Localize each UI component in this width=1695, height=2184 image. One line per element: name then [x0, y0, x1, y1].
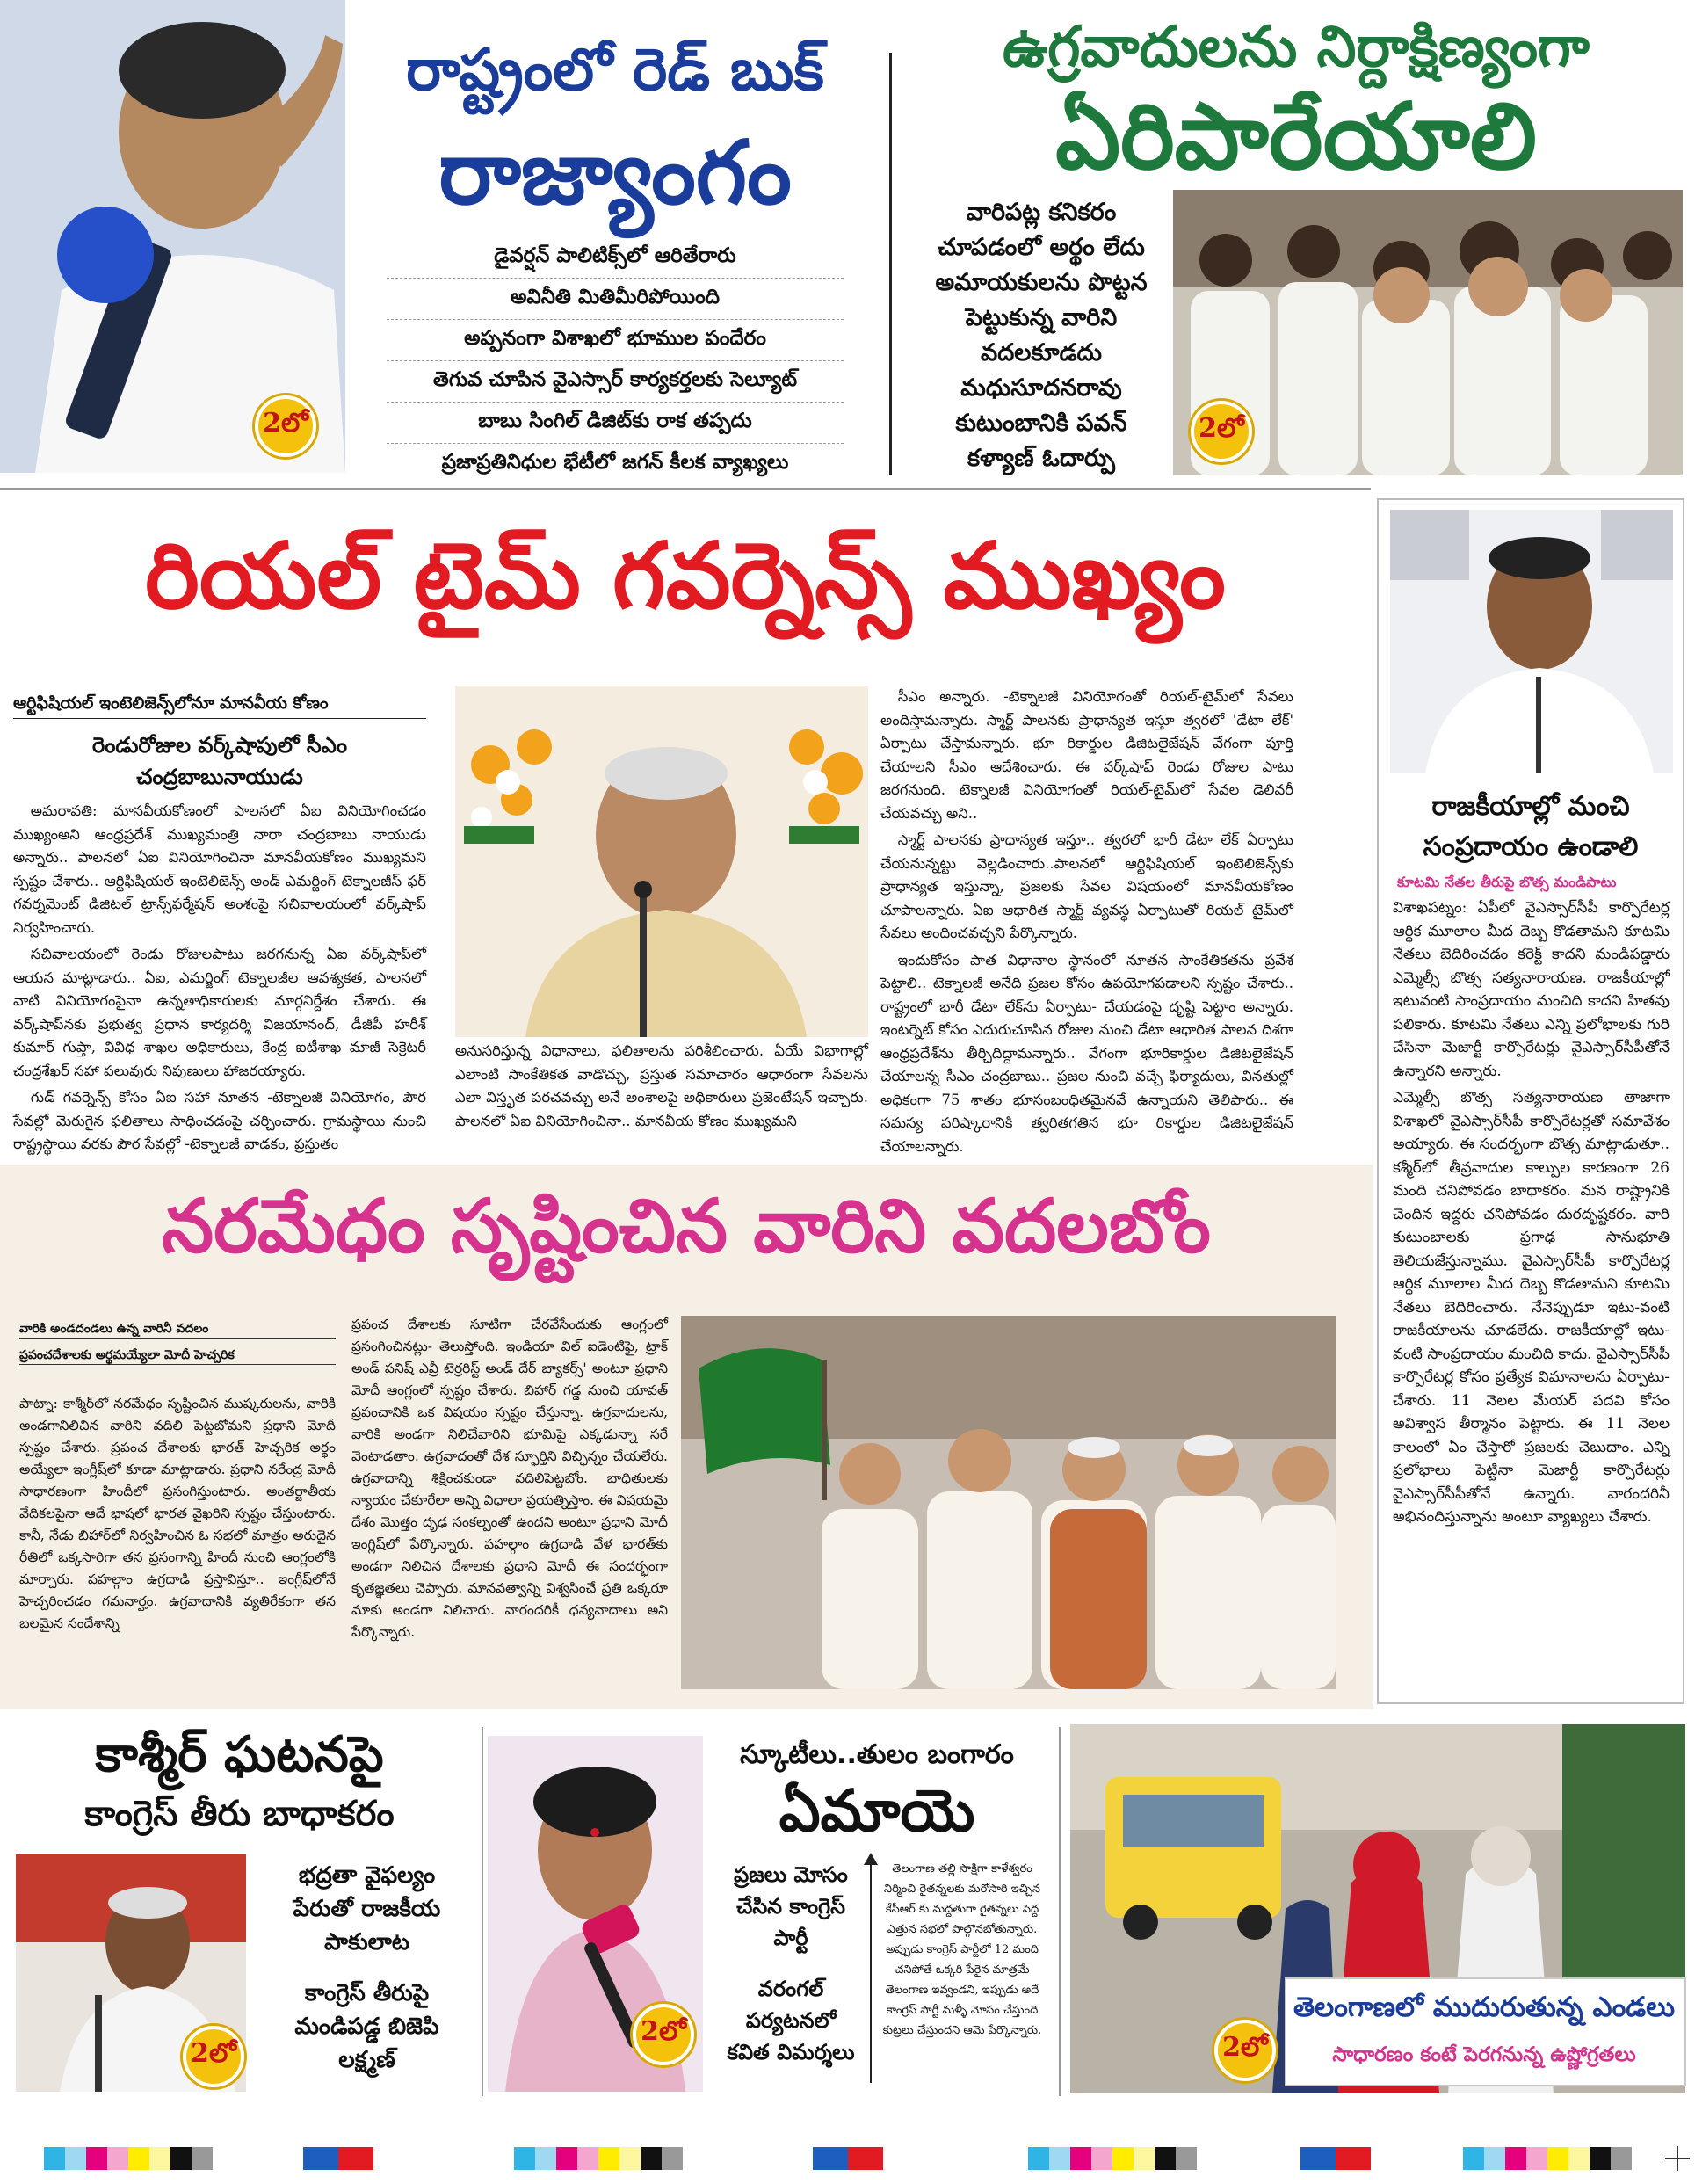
story6-headline-line1: కాశ్మీర్ ఘటనపై: [95, 1726, 384, 1783]
blurb-line: ప్రజలు మోసం: [734, 1862, 848, 1887]
story6-headline-line2: కాంగ్రెస్ తీరు బాధాకరం: [84, 1794, 395, 1834]
story1-headline-line1: రాష్ట్రంలో రెడ్ బుక్: [406, 36, 824, 104]
chandrababu-photo: [455, 686, 868, 1037]
blurb-line: అమాయకులను పొట్టన: [935, 269, 1148, 296]
story8-subheadline: సాధారణం కంటే పెరగనున్న ఉష్ణోగ్రతలు: [1332, 2043, 1636, 2066]
story6-blurb: [255, 1859, 479, 2077]
crop-mark-icon: [1677, 2146, 1678, 2171]
paragraph: అమరావతి: మానవీయకోణంలో పాలనలో ఏఐ వినియోగించడం ముఖ్యంఅని ఆంధ్రప్రదేశ్ ముఖ్యమంత్రి నారా చంద్రబాబు నాయుడు అన్నారు.. పాలనలో ఏఐ వినియోగించినా మానవీయకోణం ముఖ్యమని స్పష్టం చేశారు.. ఆర్టిఫిషియల్ ఇంటెలిజెన్స్ అండ్ ఎమర్జింగ్ టెక్నాలజీస్ ఫర్ గవర్నమెంట్ డిజిటల్ ట్రాన్స్‌ఫర్మేషన్ అంశంపై సచివాలయంలో వర్క్‌షాప్ నిర్వహించారు.: [13, 802, 426, 936]
paragraph: గుడ్ గవర్నెన్స్ కోసం ఏఐ సహా నూతన -టెక్నాలజీ వినియోగం, పౌర సేవల్లో మెరుగైన ఫలితాలు సాధించడంపై చర్చించారు. గ్రామస్థాయి నుంచి రాష్ట్రస్థాయి వరకు పౌర సేవల్లో -టెక్నాలజీ వాడకం, ప్రస్తుతం: [13, 1089, 426, 1152]
kavitha-photo: [488, 1736, 703, 2092]
paragraph: సీఎం అన్నారు. -టెక్నాలజీ వినియోగంతో రియల్-టైమ్‌లో సేవలు అందిస్తామన్నారు. స్మార్ట్ పాలనకు ప్రాధాన్యత ఇస్తూ త్వరలో 'డేటా లేక్' ఏర్పాటు చేస్తామన్నారు. భూ రికార్డుల డిజిటలైజేషన్ వేగంగా పూర్తి చేయాలని సీఎం ఆదేశించారు. ఈ వర్క్‌షాప్ రెండు రోజుల పాటు జరగనుంది. టెక్నాలజీ వినియోగంతో రియల్-టైమ్‌లో సేవల డెలివరీ చేయవచ్చు అని..: [880, 688, 1293, 822]
story1-subpoint: అప్పనంగా విశాఖలో భూముల పందేరం: [387, 320, 844, 361]
blurb-line: పెట్టుకున్న వారిని: [965, 304, 1118, 331]
paragraph: విశాఖపట్నం: ఏపీలో వైఎస్సార్‌సీపీ కార్పొరేటర్ల ఆర్థిక మూలాల మీద దెబ్బ కొడతామని కూటమి నేతలు బెదిరించడం కరెక్ట్ కాదని మండిపడ్డారు ఎమ్మెల్సీ బొత్స సత్యనారాయణ. రాజకీయాల్లో ఇటువంటి సాంప్రదాయం మంచిది కాదని హితవు పలికారు. కూటమి నేతలు ఎన్ని ప్రలోభాలకు గురి చేసినా మెజార్టీ కార్పొరేటర్లు వైఎస్సార్‌సీపీతోనే ఉన్నారని అన్నారు.: [1393, 899, 1670, 1080]
story1-subpoint: డైవర్షన్ పాలిటిక్స్‌లో ఆరితేరారు: [387, 237, 844, 279]
blurb-line: కుటుంబానికి పవన్: [955, 410, 1127, 437]
story7-side-text: తెలంగాణ తల్లి సాక్షిగా కాళేశ్వరం నిర్మించి రైతన్నలకు మరోసారి ఇచ్చిన కేసీఆర్ కు మద్దతుగా రైతన్నలు పెద్ద ఎత్తున సభలో పాల్గొనబోతున్నారు. అప్పుడు కాంగ్రెస్ పార్టీలో 12 మంది చనిపోతే ఒక్కరి పేరైన మాత్రమే తెలంగాణ ఇవ్వండని, ఇప్పుడు అదే కాంగ్రెస్ పార్టీ మళ్ళీ మోసం చేస్తుంది కుట్రలు చేస్తుందని ఆమె పేర్కొన్నారు.: [882, 1862, 1042, 2037]
story4-headline: [1381, 787, 1680, 867]
story1-subpoint: ప్రజాప్రతినిధుల భేటీలో జగన్ కీలక వ్యాఖ్యలు: [441, 451, 789, 474]
color-registration-pill: [813, 2147, 883, 2170]
paragraph: పాట్నా: కాశ్మీర్‌లో నరమేధం సృష్టించిన ముష్కరులను, వారికి అండగానిలిచిన వారిని వదిలి పెట్టబోమని ప్రధాని మోదీ స్పష్టం చేశారు. ప్రపంచ దేశాలకు భారత్ హెచ్చరిక అర్థం అయ్యేలా ఇంగ్లీష్‌లో కూడా మాట్లాడారు. ప్రధాని నరేంద్ర మోదీ సాధారణంగా హిందీలో ప్రసంగిస్తుంటారు. అంతర్జాతీయ వేదికలపైనా ఆదే భాషలో భారత వైఖరిని స్పష్టం చేస్తుంటారు. కానీ, నేడు బిహార్‌లో నిర్వహించిన ఓ సభలో మాత్రం అరుదైన రీతిలో ఒక్కసారిగా తన ప్రసంగాన్ని హిందీ నుంచి ఆంగ్లంలోకి మార్చారు. పహల్గాం ఉగ్రదాడి ప్రస్తావిస్తూ.. ఇంగ్లీష్‌లోనే హెచ్చరించడం గమనార్హం. ఉగ్రవాదానికి వ్యతిరేకంగా తన బలమైన సందేశాన్ని: [19, 1396, 336, 1631]
column-divider: [1059, 1727, 1061, 2096]
color-registration-strip: [1463, 2147, 1632, 2170]
blurb-line: పార్టీ: [773, 1926, 808, 1950]
top-section-rule: [0, 488, 1371, 490]
color-registration-strip: [1028, 2147, 1197, 2170]
blurb-line: పేరుతో రాజకీయ: [293, 1896, 441, 1922]
story8-headline: తెలంగాణలో ముదురుతున్న ఎండలు: [1293, 1992, 1675, 2023]
page-badge: 2లో: [183, 2026, 244, 2087]
blurb-line: మండిపడ్డ బిజెపి: [294, 2013, 439, 2040]
blurb-line: కవిత విమర్శలు: [727, 2040, 855, 2064]
blurb-line: భద్రతా వైఫల్యం: [298, 1862, 436, 1889]
color-registration-pill: [303, 2147, 373, 2170]
modi-flag-photo: [681, 1316, 1336, 1689]
story5-col1: [19, 1393, 336, 1692]
color-registration-strip: [44, 2147, 213, 2170]
story2-headline-line1: ఉగ్రవాదులను నిర్దాక్షిణ్యంగా: [1003, 15, 1590, 80]
paragraph: ప్రపంచ దేశాలకు సూటిగా చేరవేసేందుకు ఆంగ్లంలో ప్రసంగించినట్లు- తెలుస్తోంది. ఇండియా విల్ ఐడెంటిఫై, ట్రాక్ అండ్ పనిష్ ఎవ్రీ టెర్రరిస్ట్ అండ్ దేర్ బ్యాకర్స్' అంటూ ప్రధాని మోదీ ఆంగ్లంలో స్పష్టం చేశారు. బిహార్ గడ్డ నుంచి యావత్ ప్రపంచానికి ఒక విషయం స్పష్టం చేస్తున్నా. ఉగ్రవాదులను, వారికి అండగా నిలిచేవారిని భూమిపై ఎక్కడున్నా సరే వెంటాడతాం. ఉగ్రవాదంతో దేశ స్ఫూర్తిని విచ్ఛిన్నం చేయలేరు. ఉగ్రవాదాన్ని శిక్షించకుండా వదిలిపెట్టబోం. బాధితులకు న్యాయం చేకూరేలా అన్ని విధాలా ప్రయత్నిస్తాం. ఈ విషయమై దేశం మొత్తం దృఢ సంకల్పంతో ఉందని అంటూ ప్రధాని మోదీ ఇంగ్లిష్‌లో పేర్కొన్నారు. పహల్గాం ఉగ్రదాడి వేళ భారత్‌కు అండగా నిలిచిన దేశాలకు ప్రధాని మోదీ ఈ సందర్భంగా కృతజ్ఞతలు చెప్పారు. మానవత్వాన్ని విశ్వసించే ప్రతి ఒక్కరూ మాకు అండగా నిలిచారు. వారందరికీ ధన్యవాదాలు అని పేర్కొన్నారు.: [351, 1317, 668, 1640]
paragraph: ఇందుకోసం పాత విధానాల స్థానంలో నూతన సాంకేతికతను ప్రవేశ పెట్టాలి.. టెక్నాలజీ అనేది ప్రజల కోసం ఉపయోగపడాలని స్పష్టం చేశారు.. రాష్ట్రంలో భారీ డేటా లేక్‌ను ఏర్పాటు- చేయడంపై దృష్టి పెట్టాం అన్నారు. ఇంటర్నెట్ కోసం ఎదురుచూసిన రోజుల నుంచి డేటా ఆధారిత పాలన దిశగా ఆంధ్రప్రదేశ్‌ను తీర్చిదిద్దామన్నారు.. వేగంగా భూరికార్డుల డిజిటలైజేషన్ చేయాలన్న సీఎం చంద్రబాబు.. ప్రజల నుంచి వచ్చే ఫిర్యాదులు, వినతుల్లో అధికంగా 75 శాతం భూసంబంధితమైనవే ఉన్నాయని తెలిపారు.. ఈ సమస్య పరిష్కారానికి త్వరితగతిన భూ రికార్డుల డిజిటలైజేషన్ చేయాలన్నారు.: [880, 951, 1293, 1155]
blurb-line: పర్యటనలో: [745, 2008, 837, 2033]
story4-body: [1393, 896, 1670, 1692]
blurb-line: మధుసూదనరావు: [960, 374, 1122, 402]
page-badge: 2లో: [1191, 401, 1252, 462]
paragraph: స్మార్ట్ పాలనకు ప్రాధాన్యత ఇస్తూ.. త్వరలో భారీ డేటా లేక్ ఏర్పాటు చేయనున్నట్టు వెల్లడించారు..పాలనలో ఆర్టిఫిషియల్ ఇంటెలిజెన్స్‌కు ప్రాధాన్యత ఇస్తున్నా, ప్రజలకు సేవల విషయంలో మానవీయకోణం చూపాలన్నారు. ఏఐ ఆధారిత స్మార్ట్ వ్యవస్థ ఏర్పాటుతో రియల్ టైమ్‌లో సేవలు అందించవచ్చని పేర్కొన్నారు.: [880, 831, 1293, 941]
story1-subpoint: తెగువ చూపిన వైఎస్సార్ కార్యకర్తలకు సెల్యూట్: [387, 361, 844, 403]
blurb-line: చూపడంలో అర్థం లేదు: [938, 234, 1145, 261]
subkicker-line: చంద్రబాబునాయుడు: [136, 765, 303, 789]
story4-kicker: కూటమి నేతల తీరుపై బొత్స మండిపాటు: [1397, 874, 1617, 890]
story1-subpoint: అవినీతి మితిమీరిపోయింది: [387, 279, 844, 320]
arrow-divider: [870, 1863, 872, 2083]
headline-line: సంప్రదాయం ఉండాలి: [1423, 831, 1639, 862]
story7-headline-line1: స్కూటీలు..తులం బంగారం: [740, 1739, 1014, 1770]
headline-line: రాజకీయాల్లో మంచి: [1431, 791, 1630, 822]
paragraph: సచివాలయంలో రెండు రోజులపాటు జరగనున్న ఏఐ వర్క్‌షాప్‌లో ఆయన మాట్లాడారు.. ఏఐ, ఎమర్జింగ్ టెక్నాలజీల ఆవశ్యకత, పాలనలో వాటి వినియోగంపైనా ఉన్నతాధికారులకు మార్గనిర్దేశం చేశారు. ఈ వర్క్‌షాప్‌నకు ప్రభుత్వ ప్రధాన కార్యదర్శి విజయానంద్, డీజీపీ హరీశ్ కుమార్ గుప్తా, వివిధ శాఖల అధికారులు, కేంద్ర ఐటీశాఖ మాజీ సెక్రెటరీ చంద్రశేఖర్ సహా పలువురు నిపుణులు హాజరయ్యారు.: [13, 946, 426, 1079]
story7-blurb: [712, 1859, 870, 2068]
story3-kicker: ఆర్టిఫిషియల్ ఇంటెలిజెన్స్‌లోనూ మానవీయ కోణం: [13, 692, 426, 719]
blurb-line: కాంగ్రెస్ తీరుపై: [304, 1980, 430, 2006]
story1-subpoints: [387, 237, 844, 484]
story2-headline-line2: ఏరిపారేయాలి: [1055, 83, 1537, 190]
story1-headline-line2: రాజ్యాంగం: [438, 121, 792, 224]
arrow-up-icon: [864, 1853, 878, 1865]
blurb-line: వరంగల్: [757, 1977, 824, 2001]
story5-headline: నరమేధం సృష్టించిన వారిని వదలబోం: [162, 1183, 1211, 1269]
story3-col3: [880, 686, 1293, 1155]
story3-photo-caption-col: అనుసరిస్తున్న విధానాలు, ఫలితాలను పరిశీలించారు. ఏయే విభాగాల్లో ఎలాంటి సాంకేతికత వాడొచ్చు, ప్రస్తుత సమాచారం ఆధారంగా సేవలను ఎలా విస్తృత పరచవచ్చు అనే అంశాలపై అధికారులు ప్రజెంటేషన్ ఇచ్చారు. పాలనలో ఏఐ వినియోగించినా.. మానవీయ కోణం ముఖ్యమని: [455, 1042, 868, 1129]
blurb-line: వారిపట్ల కనికరం: [966, 199, 1117, 226]
color-registration-pill: [1300, 2147, 1371, 2170]
story2-blurb: [923, 195, 1160, 476]
page-badge: 2లో: [255, 395, 316, 457]
column-divider: [889, 53, 892, 475]
story3-headline: రియల్ టైమ్ గవర్నెన్స్ ముఖ్యం: [145, 522, 1226, 629]
botsa-photo: [1390, 510, 1673, 773]
subkicker-line: రెండురోజుల వర్క్‌షాపులో సీఎం: [92, 733, 347, 758]
story5-kicker2: ప్రపంచదేశాలకు అర్థమయ్యేలా మోదీ హెచ్చరిక: [19, 1346, 336, 1365]
blurb-line: వదలకూడదు: [981, 339, 1102, 366]
laxman-photo: [16, 1854, 246, 2092]
jagan-photo: [0, 0, 345, 473]
paragraph: ఎమ్మెల్సీ బొత్స సత్యనారాయణ తాజాగా విశాఖలో వైఎస్సార్‌సీపీ కార్పొరేటర్లతో సమావేశం అయ్యారు. ఈ సందర్భంగా బొత్స మాట్లాడుతూ.. కశ్మీర్‌లో తీవ్రవాదుల కాల్పుల కారణంగా 26 మంది చనిపోవడం బాధాకరం. మన రాష్ట్రానికి చెందిన ఇద్దరు చనిపోవడం దురదృష్టకరం. వారి కుటుంబాలకు ప్రగాఢ సానుభూతి తెలియజేస్తున్నాము. వైఎస్సార్‌సీపీ కార్పొరేటర్ల ఆర్థిక మూలాల మీద దెబ్బ కొడతామని కూటమి నేతలు బెదిరించారు. నేనెప్పుడూ ఇటు-వంటి రాజకీయాలను చూడలేదు. రాజకీయాల్లో ఇటు-వంటి సాంప్రదాయం మంచిది కాదు. వైఎస్సార్‌సీపీ కార్పొరేటర్ల కోసం ప్రత్యేక విమానాలను ఏర్పాటు- చేశారు. 11 నెలల మేయర్ పదవి కోసం అవిశ్వాస తీర్మానం పెట్టారు. ఈ 11 నెలల కాలంలో ఏం చేస్తారో ప్రజలకు చెబుదాం. ఎన్ని ప్రలోభాలు పెట్టినా మెజార్టీ కార్పొరేటర్లు వైఎస్సార్‌సీపీతోనే ఉన్నారు. వారందరినీ అభినందిస్తున్నాను అంటూ వ్యాఖ్యలు చేశారు.: [1393, 1089, 1670, 1526]
story5-col2: [351, 1314, 668, 1692]
page-badge: 2లో: [1214, 2020, 1276, 2081]
page-badge: 2లో: [633, 2004, 694, 2065]
blurb-line: పాకులాట: [324, 1929, 409, 1955]
story7-headline-line2: ఏమాయె: [779, 1777, 975, 1845]
blurb-line: చేసిన కాంగ్రెస్: [736, 1894, 845, 1919]
story1-subpoint: బాబు సింగిల్ డిజిట్‌కు రాక తప్పదు: [387, 403, 844, 444]
pawan-kalyan-photo: [1173, 190, 1683, 475]
blurb-line: లక్ష్మణ్: [338, 2047, 395, 2073]
story3-subkicker: [13, 729, 426, 793]
blurb-line: కళ్యాణ్ ఓదార్పు: [967, 445, 1116, 472]
color-registration-strip: [514, 2147, 683, 2170]
story5-kicker1: వారికి అండదండలు ఉన్న వారినీ వదలం: [19, 1320, 336, 1339]
column-divider: [482, 1727, 483, 2096]
story3-col1: [13, 800, 426, 1152]
